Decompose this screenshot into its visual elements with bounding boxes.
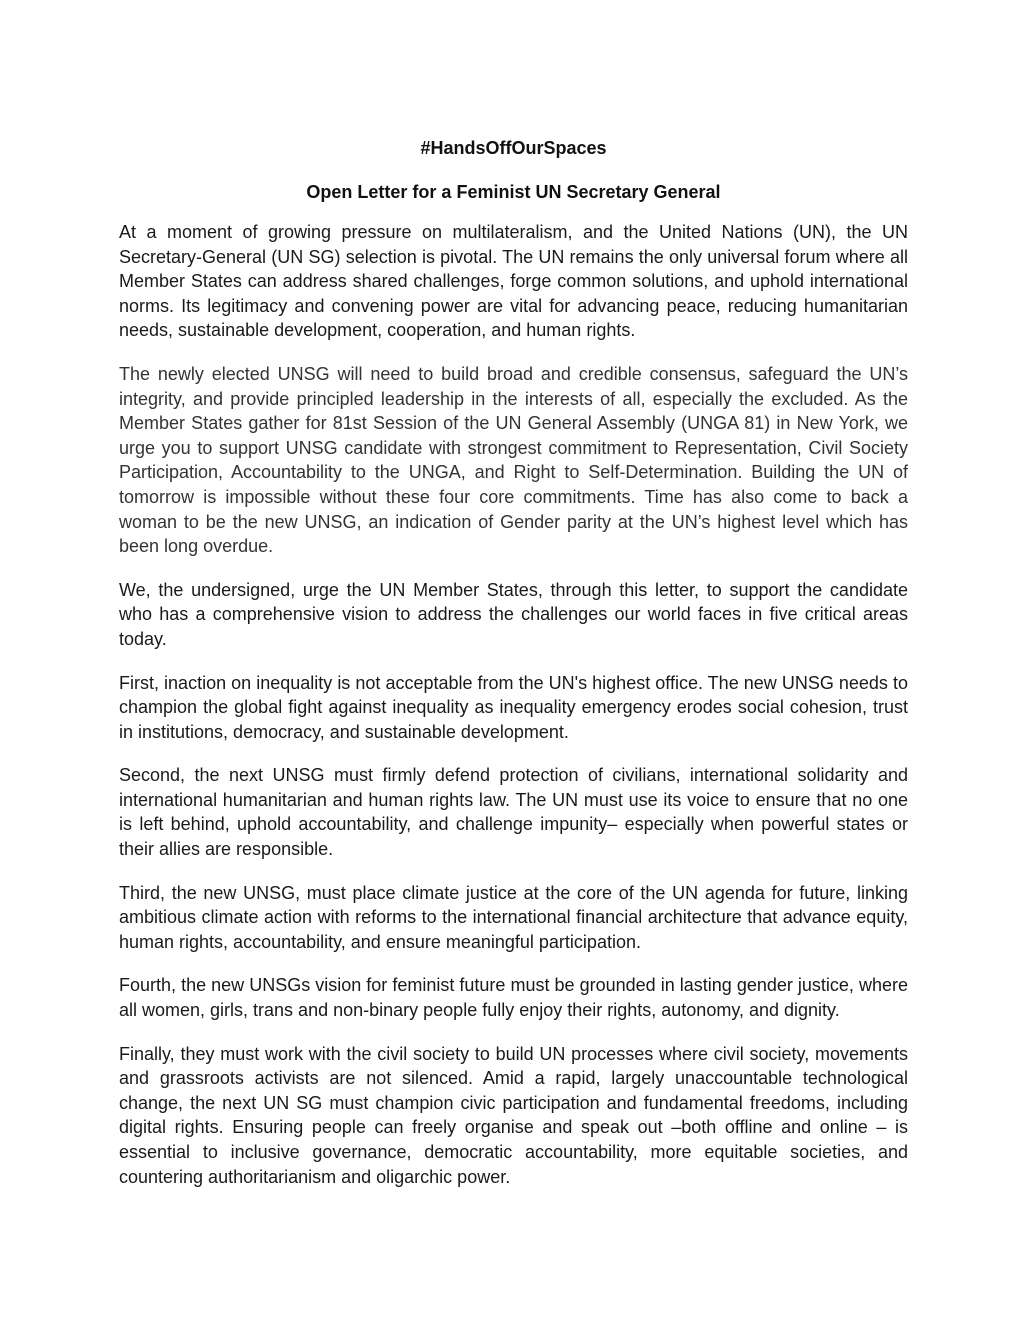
paragraph-intro: At a moment of growing pressure on multilateralism, and the United Nations (UN), the UN Secretary-General (UN SG) selection is pivotal. The UN remains the only universal forum where all Member States can address shared challenges, forge common solutions, and uphold international norms. Its legitimacy and convening power are vital for advancing peace, reducing humanitarian needs, sustainable development, cooperation, and human rights. [119, 222, 908, 341]
hashtag-heading: #HandsOffOurSpaces [420, 138, 607, 158]
letter-title: Open Letter for a Feminist UN Secretary General [306, 182, 721, 202]
paragraph-undersigned: We, the undersigned, urge the UN Member States, through this letter, to support the candidate who has a comprehensive vision to address the challenges our world faces in five critical areas today. [119, 579, 908, 649]
paragraph-second: Second, the next UNSG must firmly defend protection of civilians, international solidarity and international humanitarian and human rights law. The UN must use its voice to ensure that no one is left behind, uphold accountability, and challenge impunity– especially when powerful states or their allies are responsible. [119, 765, 908, 860]
paragraph-consensus: The newly elected UNSG will need to build broad and credible consensus, safeguard the UN’s integrity, and provide principled leadership in the interests of all, especially the excluded. As the Member States gather for 81st Session of the UN General Assembly (UNGA 81) in New York, we urge you to support UNSG candidate with strongest commitment to Representation, Civil Society Participation, Accountability to the UNGA, and Right to Self-Determination. Building the UN of tomorrow is impossible without these four core commitments. Time has also come to back a woman to be the new UNSG, an indication of Gender parity at the UN’s highest level which has been long overdue. [119, 363, 908, 557]
paragraph-fourth: Fourth, the new UNSGs vision for feminist future must be grounded in lasting gender justice, where all women, girls, trans and non-binary people fully enjoy their rights, autonomy, and dignity. [119, 975, 908, 1021]
letter-page [119, 136, 908, 1208]
paragraph-third: Third, the new UNSG, must place climate justice at the core of the UN agenda for future, linking ambitious climate action with reforms to the international financial architecture that advance equity, human rights, accountability, and ensure meaningful participation. [119, 882, 908, 952]
paragraph-finally: Finally, they must work with the civil society to build UN processes where civil society, movements and grassroots activists are not silenced. Amid a rapid, largely unaccountable technological change, the next UN SG must champion civic participation and fundamental freedoms, including digital rights. Ensuring people can freely organise and speak out –both offline and online – is essential to inclusive governance, democratic accountability, more equitable societies, and countering authoritarianism and oligarchic power. [119, 1043, 908, 1187]
paragraph-first: First, inaction on inequality is not acceptable from the UN's highest office. The new UNSG needs to champion the global fight against inequality as inequality emergency erodes social cohesion, trust in institutions, democracy, and sustainable development. [119, 672, 908, 742]
